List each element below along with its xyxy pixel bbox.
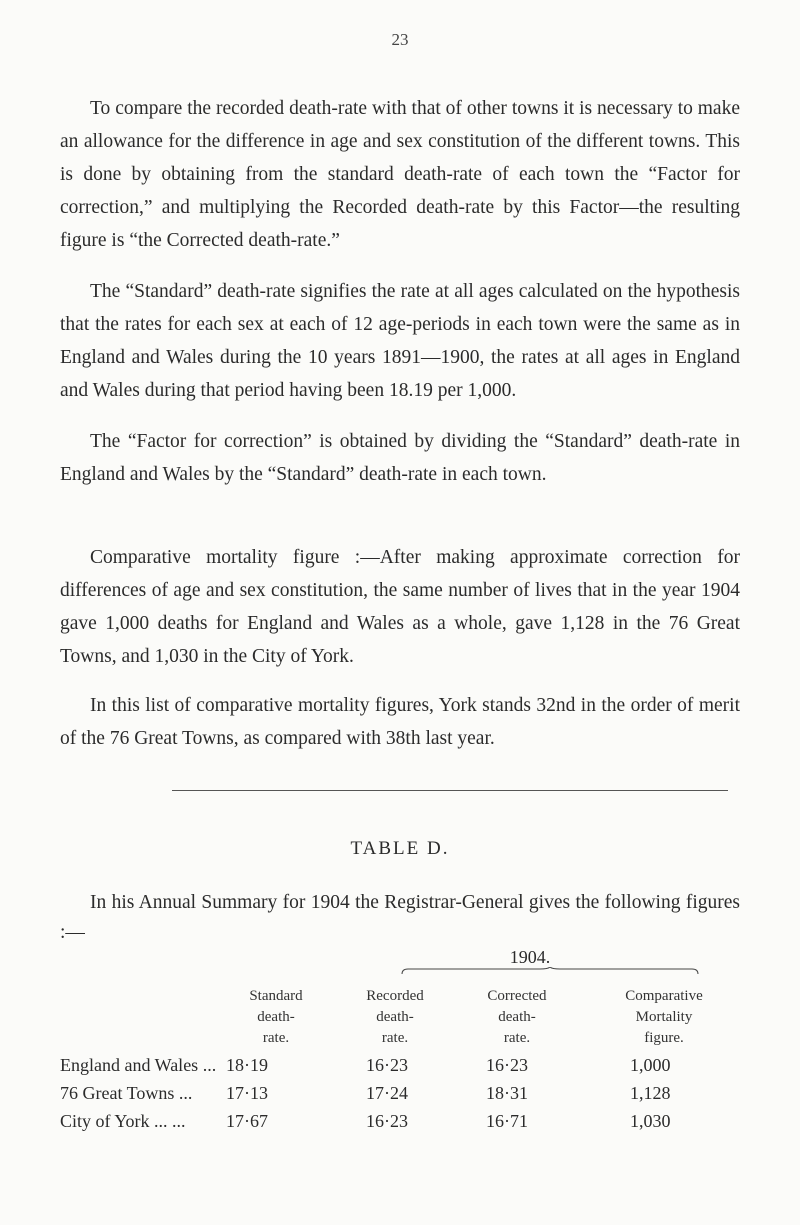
header-line: death- [498, 1009, 536, 1025]
paragraph-correction-method: To compare the recorded death-rate with that of other towns it is necessary to make an allowance for the difference in age and sex constitution of the different towns. This is done by obtaining from the standard death-rate of each town the “Factor for correction,” and multiplying the Recorded death-rate by this Factor—the resulting figure is “the Corrected death-rate.” [60, 98, 740, 251]
year-brace [400, 967, 700, 975]
header-comparative-mortality [604, 986, 724, 1049]
header-line: rate. [503, 1030, 531, 1046]
comparative-value: 1,128 [630, 1083, 671, 1103]
corrected-value: 18·31 [486, 1083, 528, 1103]
paragraph-factor-for-correction: The “Factor for correction” is obtained by dividing the “Standard” death-rate in England and Wales by the “Standard” death-rate in each town. [60, 431, 740, 485]
header-corrected-death-rate [472, 986, 562, 1049]
row-name: England and Wales [60, 1055, 199, 1075]
header-line: Recorded [366, 988, 424, 1004]
corrected-value: 16·23 [486, 1055, 528, 1075]
table-intro: In his Annual Summary for 1904 the Registrar-General gives the following figures :— [60, 892, 740, 943]
header-standard-death-rate [236, 986, 316, 1049]
row-name: 76 Great Towns [60, 1083, 175, 1103]
table-year-label: 1904. [509, 947, 551, 967]
paragraph-comparative-mortality: Comparative mortality figure :—After making approximate correction for differences of age and sex constitution, the same number of lives that in the year 1904 gave 1,000 deaths for England and Wales as a whole, gave 1,128 in the 76 Great Towns, and 1,030 in the City of York. [60, 547, 740, 667]
recorded-value: 16·23 [366, 1055, 408, 1075]
header-line: Corrected [487, 988, 547, 1004]
header-line: Comparative [625, 988, 703, 1004]
header-recorded-death-rate [350, 986, 440, 1049]
recorded-value: 17·24 [366, 1083, 408, 1103]
header-line: rate. [381, 1030, 409, 1046]
table-title: TABLE D. [350, 838, 450, 859]
page-number: 23 [391, 30, 409, 49]
table-row [0, 1111, 800, 1139]
standard-value: 17·67 [226, 1111, 268, 1131]
row-name: City of York [60, 1111, 150, 1131]
header-line: rate. [262, 1030, 290, 1046]
header-line: Mortality [635, 1009, 693, 1025]
header-line: figure. [644, 1030, 684, 1046]
leader-dots: ... [202, 1055, 217, 1075]
leader-dots: ... ... [154, 1111, 186, 1131]
table-row [0, 1083, 800, 1111]
table-row [0, 1055, 800, 1083]
row-label [60, 1083, 192, 1104]
comparative-value: 1,000 [630, 1055, 671, 1075]
header-line: Standard [249, 988, 303, 1004]
corrected-value: 16·71 [486, 1111, 528, 1131]
paragraph-york-ranking: In this list of comparative mortality figures, York stands 32nd in the order of merit of the 76 Great Towns, as compared with 38th last year. [60, 695, 740, 749]
header-line: death- [376, 1009, 414, 1025]
leader-dots: ... [178, 1083, 193, 1103]
header-line: death- [257, 1009, 295, 1025]
standard-value: 18·19 [226, 1055, 268, 1075]
recorded-value: 16·23 [366, 1111, 408, 1131]
standard-value: 17·13 [226, 1083, 268, 1103]
row-label [60, 1055, 216, 1076]
paragraph-standard-death-rate: The “Standard” death-rate signifies the rate at all ages calculated on the hypothesis that the rates for each sex at each of 12 age-periods in each town were the same as in England and Wales during the 10 years 1891—1900, the rates at all ages in England and Wales during that period having been 18.19 per 1,000. [60, 281, 740, 401]
section-divider [172, 790, 728, 791]
row-label [60, 1111, 186, 1132]
comparative-value: 1,030 [630, 1111, 671, 1131]
